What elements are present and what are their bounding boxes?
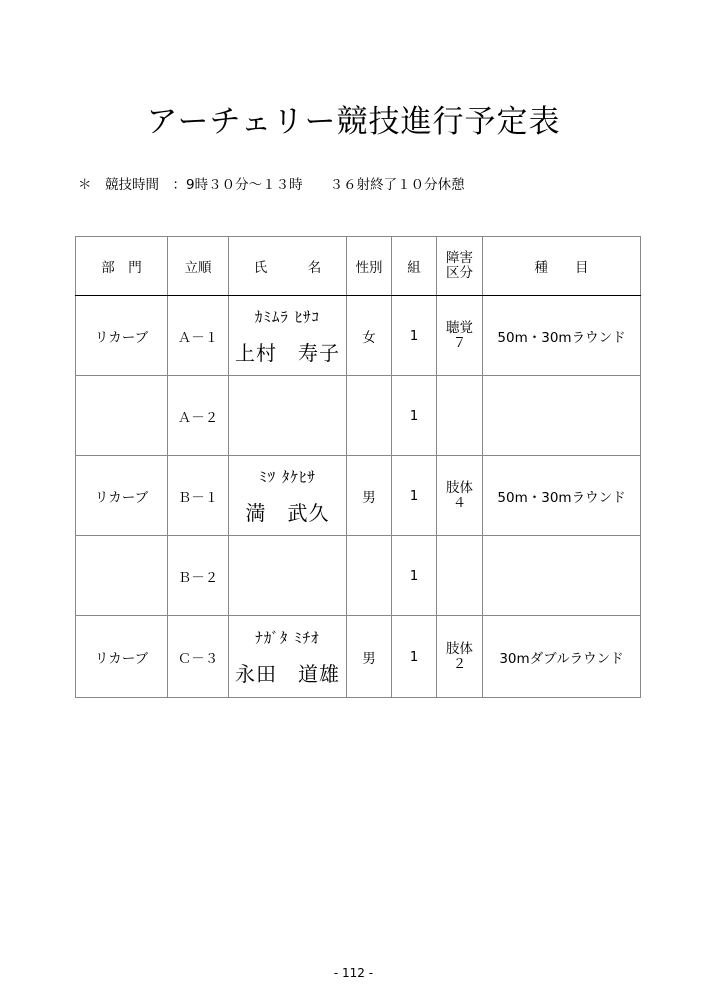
cell-division <box>76 536 168 616</box>
header-disability-line2: 区分 <box>446 265 473 281</box>
cell-order: Ｃ－３ <box>168 616 229 698</box>
cell-division: リカーブ <box>76 456 168 536</box>
header-disability-line1: 障害 <box>446 250 473 266</box>
cell-event: 50m・30mラウンド <box>483 296 641 376</box>
table-row <box>76 536 641 616</box>
cell-disability <box>437 536 483 616</box>
name-kana: ｶﾐﾑﾗ ﾋｻｺ <box>254 307 321 326</box>
page-title: アーチェリー競技進行予定表 <box>146 104 561 140</box>
cell-sex <box>347 376 392 456</box>
cell-disability <box>437 296 483 376</box>
cell-order: Ａ－１ <box>168 296 229 376</box>
cell-division: リカーブ <box>76 296 168 376</box>
disability-class: ７ <box>452 334 467 351</box>
table-row <box>76 296 641 376</box>
competition-time-note: ＊ 競技時間 ：9時３０分～１３時 ３６射終了１０分休憩 <box>78 177 465 193</box>
cell-disability <box>437 616 483 698</box>
page-number: - 112 - <box>333 966 374 980</box>
cell-event <box>483 376 641 456</box>
table-header-row <box>76 237 641 296</box>
name-kanji: 上村 寿子 <box>235 340 340 365</box>
disability-type: 肢体 <box>446 640 473 657</box>
cell-division <box>76 376 168 456</box>
table-row <box>76 616 641 698</box>
cell-name <box>229 536 347 616</box>
disability-class: ４ <box>452 494 467 511</box>
cell-order: Ｂ－２ <box>168 536 229 616</box>
header-division: 部 門 <box>76 237 168 296</box>
cell-group: 1 <box>392 616 437 698</box>
cell-group: 1 <box>392 376 437 456</box>
cell-sex <box>347 536 392 616</box>
name-kana: ﾅｶﾞﾀ ﾐﾁｵ <box>255 628 320 647</box>
cell-name <box>229 296 347 376</box>
header-group: 組 <box>392 237 437 296</box>
disability-class: ２ <box>452 655 467 672</box>
cell-sex: 男 <box>347 456 392 536</box>
schedule-table <box>75 236 641 698</box>
header-name: 氏 名 <box>229 237 347 296</box>
cell-event: 30mダブルラウンド <box>483 616 641 698</box>
cell-event <box>483 536 641 616</box>
header-event: 種 目 <box>483 237 641 296</box>
cell-group: 1 <box>392 456 437 536</box>
cell-group: 1 <box>392 296 437 376</box>
disability-type: 肢体 <box>446 479 473 496</box>
header-disability <box>437 237 483 296</box>
cell-group: 1 <box>392 536 437 616</box>
cell-order: Ａ－２ <box>168 376 229 456</box>
cell-division: リカーブ <box>76 616 168 698</box>
cell-event: 50m・30mラウンド <box>483 456 641 536</box>
name-kanji: 満 武久 <box>245 500 330 525</box>
cell-sex: 女 <box>347 296 392 376</box>
header-sex: 性別 <box>347 237 392 296</box>
disability-type: 聴覚 <box>446 319 473 336</box>
cell-name <box>229 456 347 536</box>
cell-name <box>229 616 347 698</box>
table-row <box>76 376 641 456</box>
cell-disability <box>437 456 483 536</box>
cell-name <box>229 376 347 456</box>
name-kana: ﾐﾂ ﾀｹﾋｻ <box>259 467 316 486</box>
table-row <box>76 456 641 536</box>
cell-sex: 男 <box>347 616 392 698</box>
cell-order: Ｂ－１ <box>168 456 229 536</box>
name-kanji: 永田 道雄 <box>235 661 340 686</box>
cell-disability <box>437 376 483 456</box>
header-order: 立順 <box>168 237 229 296</box>
